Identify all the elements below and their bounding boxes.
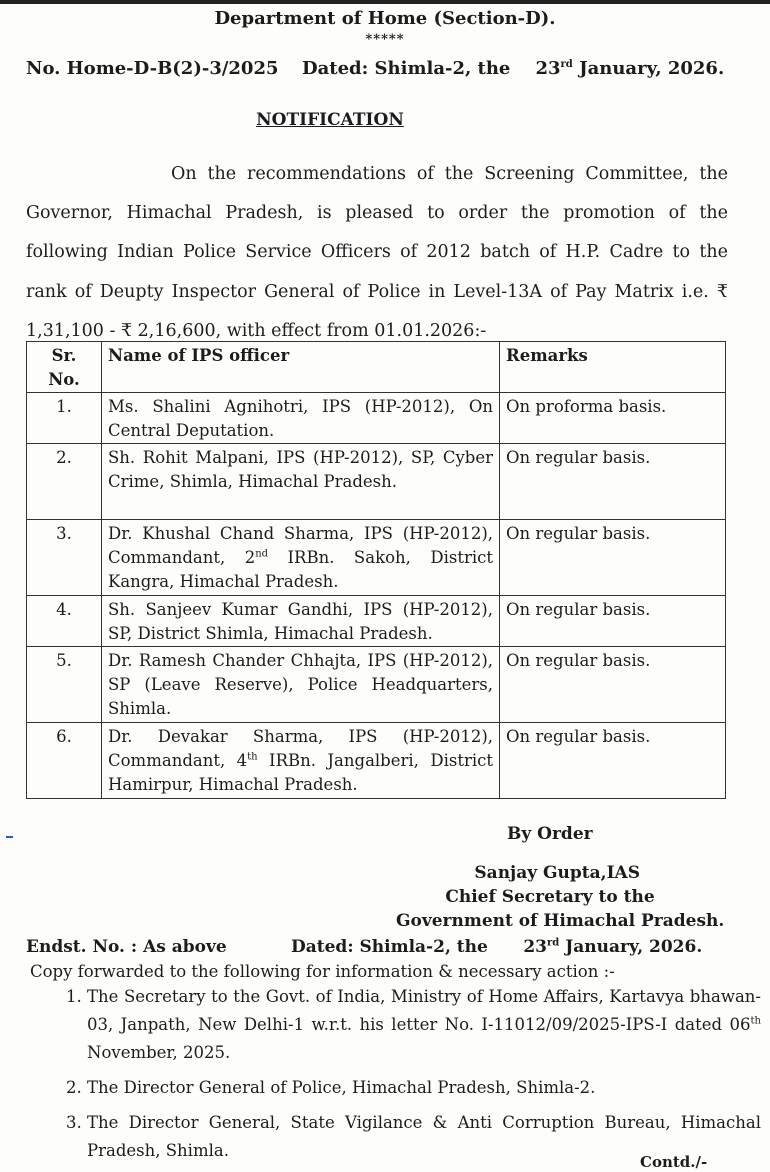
table-row (27, 444, 726, 520)
cell-remarks: On regular basis. (500, 596, 726, 647)
notification-number: No. Home-D-B(2)-3/2025 (26, 58, 279, 79)
table-row (27, 723, 726, 799)
notification-body: On the recommendations of the Screening Committee, the Governor, Himachal Pradesh, is pleased to order the promotion of the following Indian Police Service Officers of 2012 batch of H.P. Cadre to the rank of Deupty Inspector General of Police in Level-13A of Pay Matrix i.e. ₹ 1,31,100 - ₹ 2,16,600, with effect from 01.01.2026:- (26, 164, 728, 341)
copy-forwarded-line: Copy forwarded to the following for information & necessary action :- (30, 962, 615, 981)
cell-sr-no: 2. (27, 444, 102, 520)
cell-remarks: On regular basis. (500, 444, 726, 520)
cell-officer-name: Ms. Shalini Agnihotri, IPS (HP-2012), On Central Deputation. (102, 393, 500, 444)
endorsement-date: Dated: Shimla-2, the 23rd January, 2026. (291, 937, 703, 957)
header-remarks: Remarks (500, 342, 726, 393)
header-officer-name: Name of IPS officer (102, 342, 500, 393)
cell-remarks: On regular basis. (500, 723, 726, 799)
star-separator: ***** (365, 32, 405, 47)
cell-sr-no: 6. (27, 723, 102, 799)
signatory-government: Government of Himachal Pradesh. (396, 911, 725, 931)
table-row (27, 596, 726, 647)
notification-title: NOTIFICATION (256, 110, 404, 130)
signatory-name: Sanjay Gupta,IAS (474, 863, 640, 883)
table-row (27, 393, 726, 444)
officers-table (26, 341, 726, 799)
cell-remarks: On proforma basis. (500, 393, 726, 444)
cell-officer-name: Sh. Sanjeev Kumar Gandhi, IPS (HP-2012), SP, District Shimla, Himachal Pradesh. (102, 596, 500, 647)
list-item: 2. The Director General of Police, Himachal Pradesh, Shimla-2. (87, 1074, 761, 1102)
table-row (27, 520, 726, 596)
cell-sr-no: 3. (27, 520, 102, 596)
cell-officer-name: Dr. Ramesh Chander Chhajta, IPS (HP-2012), SP (Leave Reserve), Police Headquarters, Shimla. (102, 647, 500, 723)
notification-date: Dated: Shimla-2, the 23rd January, 2026. (302, 58, 725, 79)
table-header-row (27, 342, 726, 393)
list-item: 3. The Director General, State Vigilance & Anti Corruption Bureau, Himachal Pradesh, Shimla. (87, 1109, 761, 1165)
by-order: By Order (507, 824, 593, 844)
list-item: 1. The Secretary to the Govt. of India, Ministry of Home Affairs, Kartavya bhawan-03, Janpath, New Delhi-1 w.r.t. his letter No. I-11012/09/2025-IPS-I dated 06th November, 2025. (87, 983, 761, 1067)
margin-mark (6, 836, 13, 838)
cell-remarks: On regular basis. (500, 520, 726, 596)
signatory-designation: Chief Secretary to the (445, 887, 655, 907)
department-heading: Department of Home (Section-D). (214, 8, 556, 29)
cell-officer-name: Sh. Rohit Malpani, IPS (HP-2012), SP, Cyber Crime, Shimla, Himachal Pradesh. (102, 444, 500, 520)
endorsement-number: Endst. No. : As above (26, 937, 227, 957)
continued-marker: Contd./- (640, 1153, 708, 1171)
cell-officer-name: Dr. Khushal Chand Sharma, IPS (HP-2012), Commandant, 2nd IRBn. Sakoh, District Kangra, Himachal Pradesh. (102, 520, 500, 596)
cell-sr-no: 4. (27, 596, 102, 647)
forwarding-list (55, 983, 761, 1172)
cell-officer-name: Dr. Devakar Sharma, IPS (HP-2012), Commandant, 4th IRBn. Jangalberi, District Hamirpur, Himachal Pradesh. (102, 723, 500, 799)
header-sr-no: Sr. No. (27, 342, 102, 393)
cell-sr-no: 5. (27, 647, 102, 723)
cell-remarks: On regular basis. (500, 647, 726, 723)
cell-sr-no: 1. (27, 393, 102, 444)
table-row (27, 647, 726, 723)
top-border (0, 0, 770, 4)
